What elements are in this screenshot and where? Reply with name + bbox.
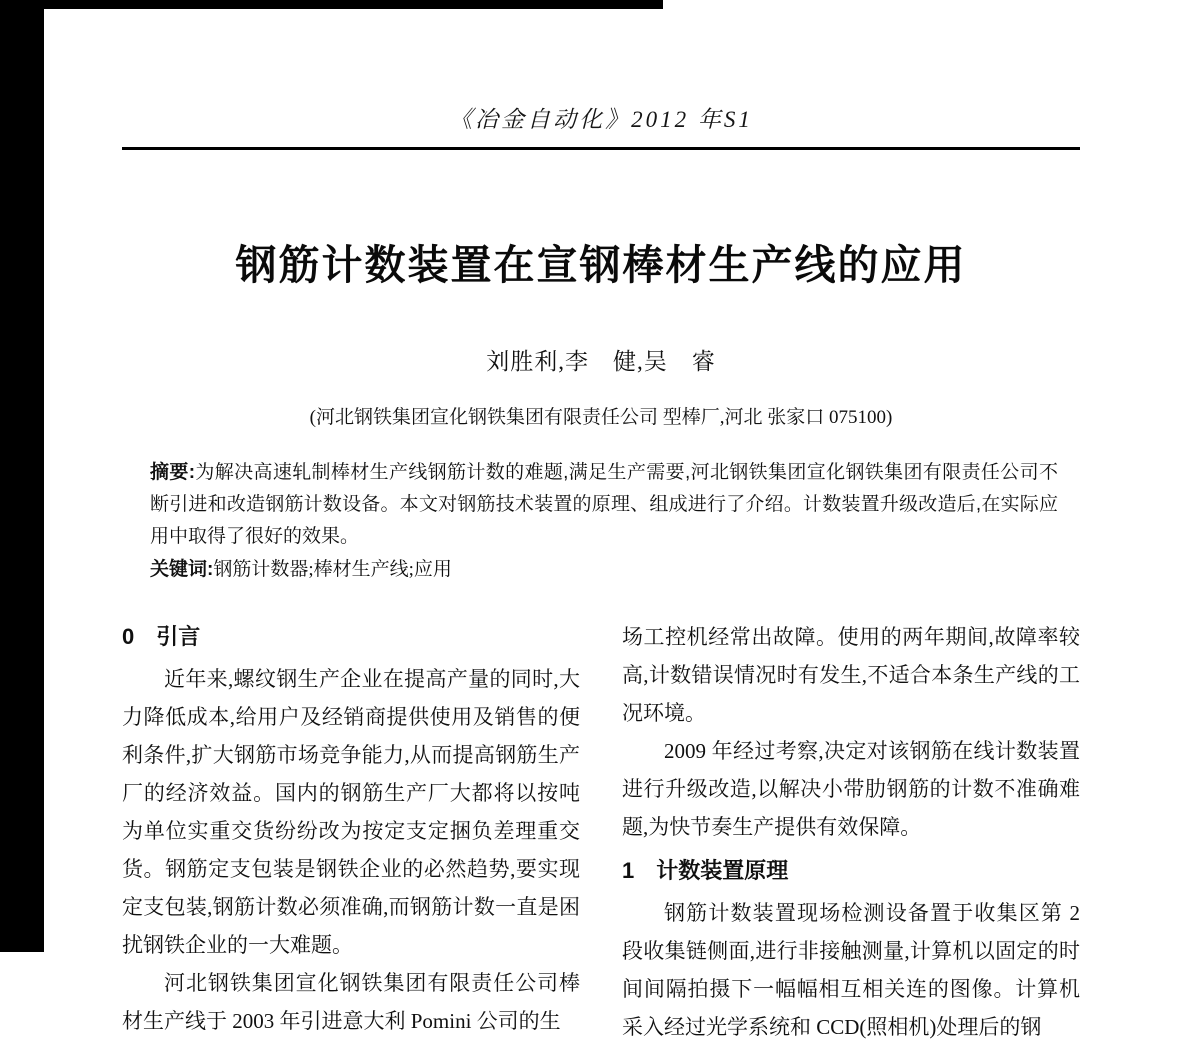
right-paragraph-2: 2009 年经过考察,决定对该钢筋在线计数装置进行升级改造,以解决小带肋钢筋的计数不准确难题,为快节奏生产提供有效保障。	[622, 739, 1080, 839]
right-paragraph-1: 场工控机经常出故障。使用的两年期间,故障率较高,计数错误情况时有发生,不适合本条生产线的工况环境。	[622, 625, 1080, 725]
keywords-block	[122, 554, 1080, 586]
journal-header: 《冶金自动化》2012 年S1	[449, 107, 753, 132]
keywords-text: 钢筋计数器;棒材生产线;应用	[213, 559, 452, 580]
page-content	[122, 0, 1080, 1046]
section-heading-1: 1 计数装置原理	[622, 858, 789, 883]
left-column	[122, 618, 580, 1046]
left-paragraph-2: 河北钢铁集团宣化钢铁集团有限责任公司棒材生产线于 2003 年引进意大利 Pomini 公司的生	[122, 971, 580, 1033]
two-column-body	[122, 618, 1080, 1046]
abstract-block	[122, 457, 1080, 553]
abstract-text: 为解决高速轧制棒材生产线钢筋计数的难题,满足生产需要,河北钢铁集团宣化钢铁集团有限责任公司不断引进和改造钢筋计数设备。本文对钢筋技术装置的原理、组成进行了介绍。计数装置升级改造后,在实际应用中取得了很好的效果。	[150, 462, 1059, 547]
header-rule	[122, 147, 1080, 150]
affiliation-line: (河北钢铁集团宣化钢铁集团有限责任公司 型棒厂,河北 张家口 075100)	[309, 407, 893, 428]
keywords-label: 关键词:	[150, 559, 214, 580]
left-paragraph-1: 近年来,螺纹钢生产企业在提高产量的同时,大力降低成本,给用户及经销商提供使用及销售的便利条件,扩大钢筋市场竞争能力,从而提高钢筋生产厂的经济效益。国内的钢筋生产厂大都将以按吨为单位实重交货纷纷改为按定支定捆负差理重交货。钢筋定支包装是钢铁企业的必然趋势,要实现定支包装,钢筋计数必须准确,而钢筋计数一直是困扰钢铁企业的一大难题。	[122, 667, 580, 957]
scan-artifact-left-bar	[0, 0, 44, 952]
abstract-label: 摘要:	[150, 462, 196, 483]
paper-title: 钢筋计数装置在宣钢棒材生产线的应用	[235, 242, 967, 288]
authors-line: 刘胜利,李 健,吴 睿	[486, 349, 716, 374]
right-column	[622, 618, 1080, 1046]
section-heading-0: 0 引言	[122, 624, 201, 649]
right-paragraph-3: 钢筋计数装置现场检测设备置于收集区第 2 段收集链侧面,进行非接触测量,计算机以固定的时间间隔拍摄下一幅幅相互相关连的图像。计算机采入经过光学系统和 CCD(照相机)处理后的钢	[622, 901, 1080, 1039]
